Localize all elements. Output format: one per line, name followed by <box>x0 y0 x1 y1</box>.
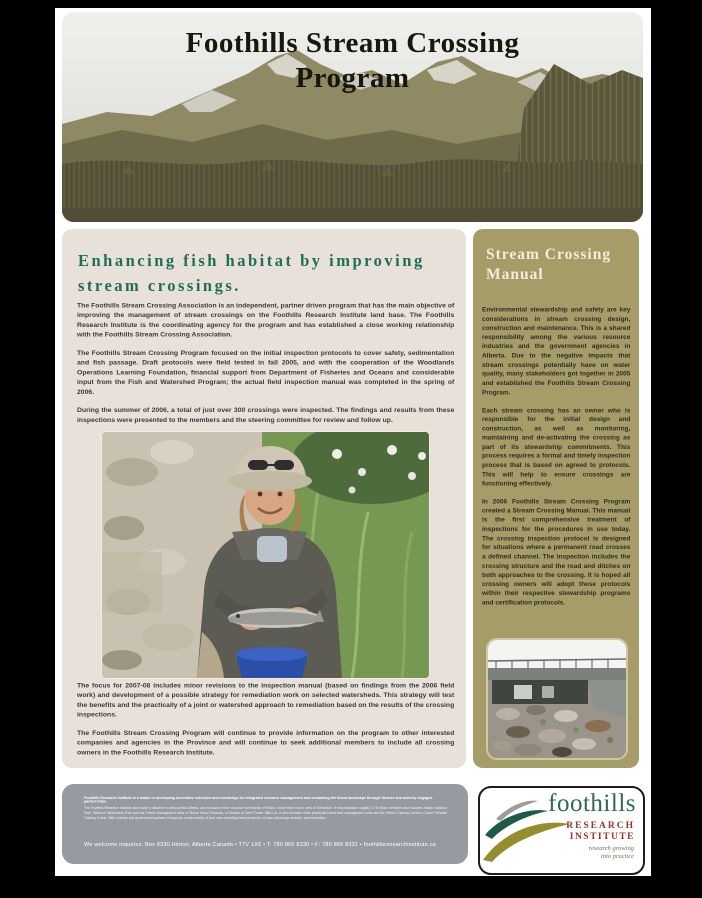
logo-research-label: RESEARCH <box>566 821 635 831</box>
paragraph: In 2006 Foothills Stream Crossing Program created a Stream Crossing Manual. This manual is the first comprehensive treatment of inspections for the procedures in use today. The crossing inspection protocol is designed for situations where a permanent road crosses a defined channel. The inspection includes the crossing structure and the road and ditches on both approaches to the crossing. It is hoped all crossing owners will adopt these protocols within their respective stewardship programs and certification protocols. <box>482 497 631 606</box>
right-panel-text <box>482 305 630 607</box>
footer-intro-text: Foothills Research Institute is a leader in developing innovative solutions and knowledge for integrated resource management and sustaining the forest landscape through diverse and actively engaged partnerships. <box>84 796 433 804</box>
logo-wordmark: foothills <box>548 790 636 817</box>
footer-contact-text: We welcome inquiries: Box 6330 Hinton, Alberta Canada • T7V 1X6 • T: 780 865 8330 • F: 780 865 8331 • foothillsresearchinstitute.ca <box>84 842 436 848</box>
logo-tagline <box>589 845 634 862</box>
paragraph: The Foothills Stream Crossing Program focused on the initial inspection protocols to cover safety, sedimentation and fish passage. Draft protocols were field tested in fall 2005, and with the cooperation of the Woodlands Operations Learning Foundation, financial support from Department of Fisheries and Oceans and considerable input from the Fish and Watershed Program; the actual field inspection manual was completed in the spring of 2006. <box>77 349 455 396</box>
researcher-fish-photo-icon <box>102 432 429 678</box>
poster-title-line1: Foothills Stream Crossing <box>185 27 520 59</box>
logo-tagline-line2: into practice <box>600 853 634 861</box>
bridge-crossing-photo-icon <box>488 640 626 758</box>
bridge-crossing-photo <box>488 640 626 758</box>
logo-tagline-line1: research growing <box>588 845 634 852</box>
paragraph: Each stream crossing has an owner who is responsible for the initial design and construction, as well as monitoring, maintaining and de-activating the crossing as part of its stewardship commitments. This process requires a formal and timely inspection process that is based on agreed to protocols. This will help to ensure crossings are functioning effectively. <box>482 406 631 488</box>
left-panel-lower-text <box>77 681 454 758</box>
paragraph: During the summer of 2006, a total of just over 300 crossings were inspected. The findings and results from these inspections were presented to the members and the steering committee for review and follow up. <box>77 406 455 425</box>
paragraph: The focus for 2007-08 includes minor revisions to the inspection manual (based on findings from the 2006 field work) and development of a possible strategy for remediation work on selected watersheds. This strategy will test the benefits and the practically of a joint or watershed approach to remediation based on the results of the crossing inspections. <box>77 681 455 719</box>
paragraph: The Foothills Stream Crossing Program will continue to provide information on the program to other interested companies and agencies in the Province and will continue to seek additional members to include all crossing owners in the Foothills Research Institute. <box>77 729 455 757</box>
left-article-panel <box>62 229 466 768</box>
mountain-panorama-image <box>62 12 643 222</box>
left-panel-heading: Enhancing fish habitat by improving stream crossings. <box>78 251 425 295</box>
left-panel-upper-text <box>77 301 454 425</box>
footer-info-box <box>62 784 468 864</box>
logo-institute-label: INSTITUTE <box>569 832 635 842</box>
right-sidebar-panel <box>473 229 639 768</box>
paragraph: The Foothills Stream Crossing Association is an independent, partner driven program that has the main objective of improving the management of stream crossings on the Foothills Research Institute land base. The Foothills Research Institute is the coordinating agency for the program and has established a close working relationship with the Foothills Stream Crossing Association. <box>77 301 455 339</box>
poster-title <box>62 26 643 96</box>
footer-body-text: The Foothills Research Institute land base is situated in west-central Alberta, and is based in the resource community of Hinton, some three hours west of Edmonton. It encompasses roughly 2.75 million hectares and includes Jasper National Park, Willmore Wilderness Park and the Forest Management Area of Hinton Wood Products, a Division of West Fraser Mills Ltd. It also includes other provincial forest land management units and the Hinton Training Centre's Cache Percotte Training Forest. With industry and government partners it supports a wide variety of land uses including forest products, oil and natural gas tenures, and recreation. <box>84 806 447 820</box>
paragraph: Environmental stewardship and safety are key considerations in stream crossing design, construction and maintenance. This is a shared responsibility among the various resource industries and the government agencies in Alberta. Due to the negative impacts that stream crossings potentially have on water quality, many stakeholders got together in 2005 and established the Foothills Stream Crossing Program. <box>482 305 631 396</box>
right-panel-heading: Stream Crossing Manual <box>486 246 612 284</box>
researcher-fish-photo <box>102 432 429 678</box>
poster-page <box>55 8 651 876</box>
foothills-logo-box <box>478 786 645 875</box>
poster-title-line2: Program <box>295 61 410 94</box>
